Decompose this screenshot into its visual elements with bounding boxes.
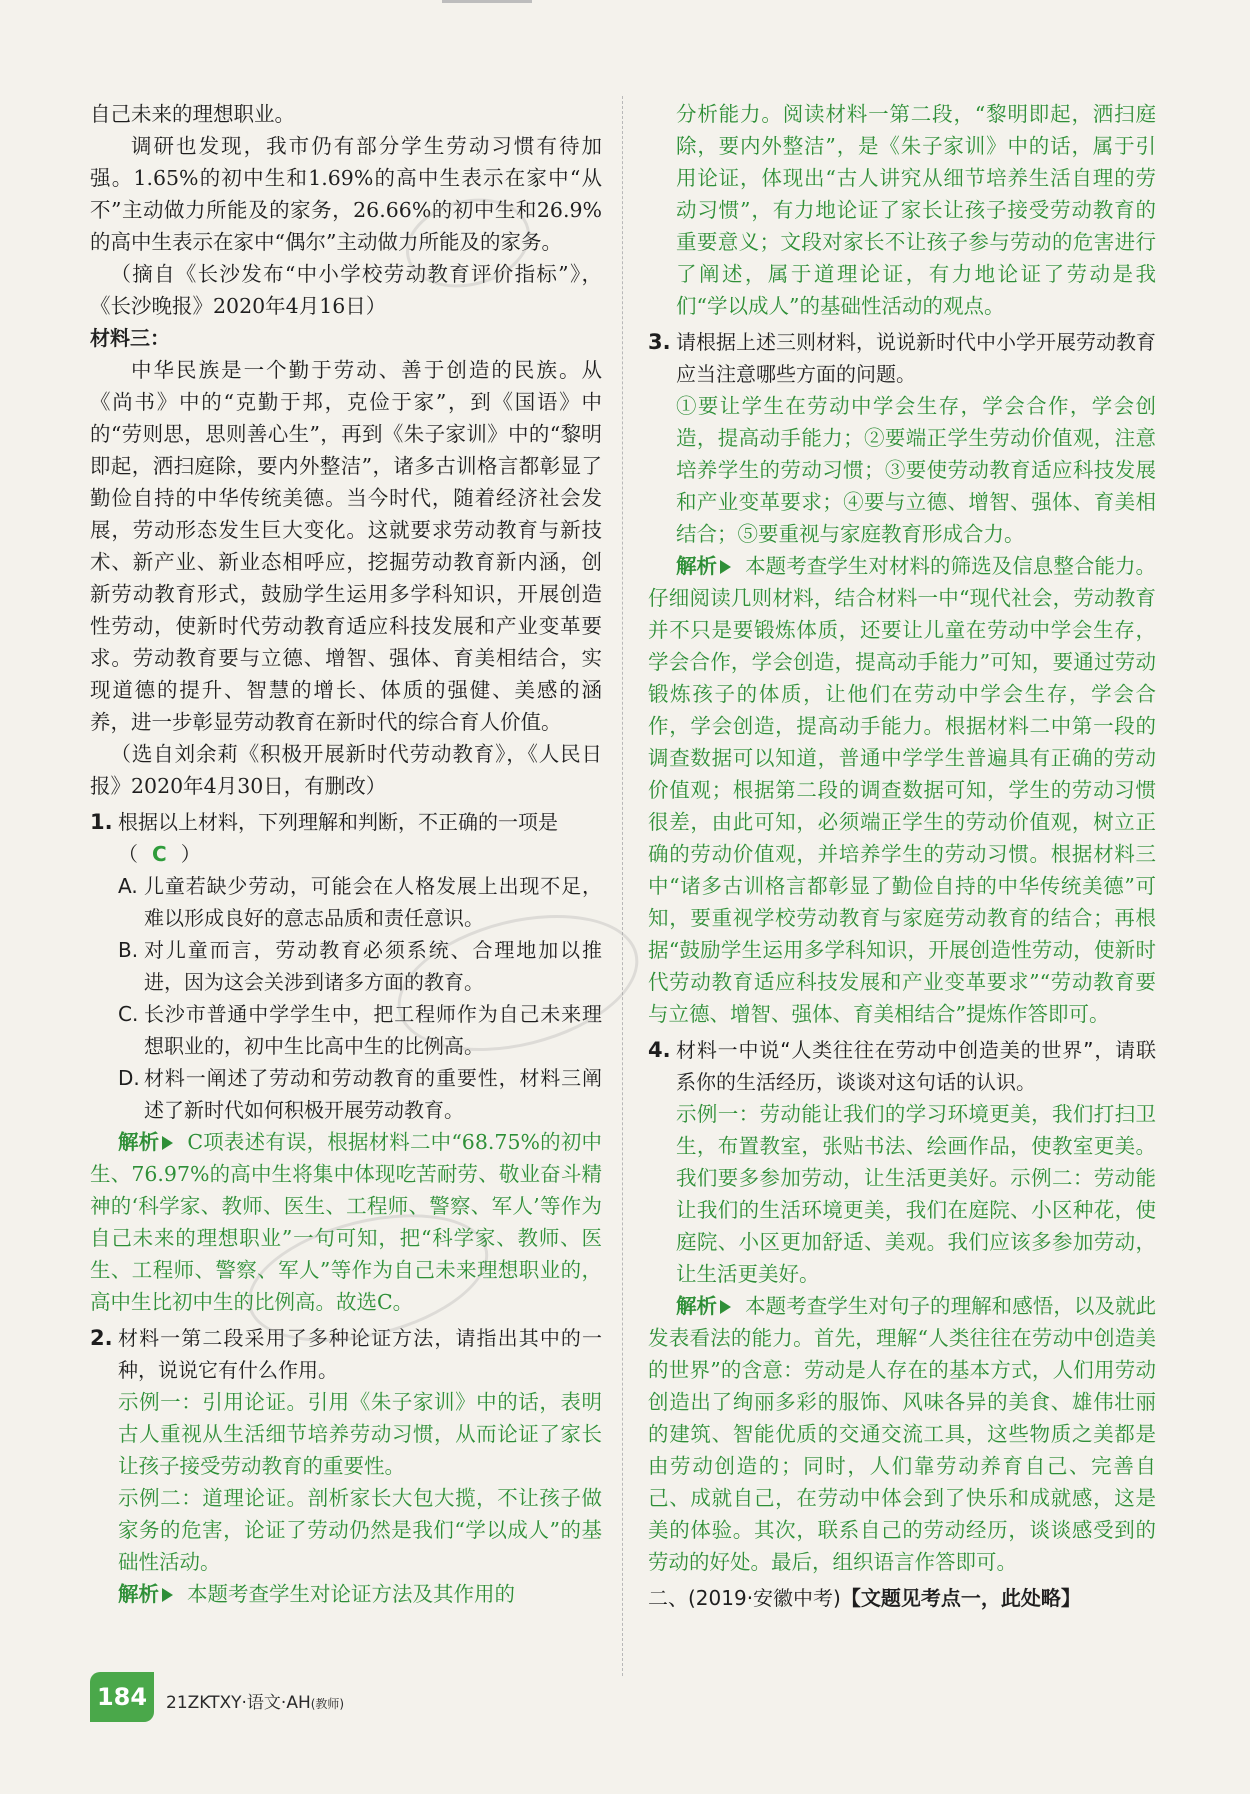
question-number: 1. (90, 810, 113, 834)
top-edge-mark (442, 0, 532, 3)
triangle-icon (162, 1136, 173, 1150)
option-a: A. 儿童若缺少劳动，可能会在人格发展上出现不足，难以形成良好的意志品质和责任意识。 (118, 874, 602, 930)
material-three-text: 中华民族是一个勤于劳动、善于创造的民族。从《尚书》中的“克勤于邦，克俭于家”，到《国语》中的“劳则思，思则善心生”，再到《朱子家训》中的“黎明即起，洒扫庭除，要内外整洁”，诸多古训格言都彰显了勤俭自持的中华传统美德。当今时代，随着经济社会发展，劳动形态发生巨大变化。这就要求劳动教育与新技术、新产业、新业态相呼应，挖掘劳动教育新内涵，创新劳动教育形式，鼓励学生运用多学科知识，开展创造性劳动，使新时代劳动教育适应科技发展和产业变革要求。劳动教育要与立德、增智、强体、育美相结合，实现道德的提升、智慧的增长、体质的强健、美感的涵养，进一步彰显劳动教育在新时代的综合育人价值。 (90, 358, 602, 734)
page-number-badge: 184 (90, 1672, 154, 1722)
book-code: 21ZKTXY·语文·AH(教师) (166, 1693, 345, 1713)
paragraph-survey: 调研也发现，我市仍有部分学生劳动习惯有待加强。1.65%的初中生和1.69%的高中生表示在家中“从不”主动做力所能及的家务，26.66%的初中生和26.9%的高中生表示在家中“偶尔”主动做力所能及的家务。 (90, 134, 602, 254)
source-citation-2: （摘自《长沙发布“中小学校劳动教育评价指标”》，《长沙晚报》2020年4月16日） (90, 262, 602, 318)
material-three-heading: 材料三： (90, 326, 170, 350)
analysis-1: 解析 C项表述有误，根据材料二中“68.75%的初中生、76.97%的高中生将集中体现吃苦耐劳、敬业奋斗精神的‘科学家、教师、医生、工程师、警察、军人’等作为自己未来的理想职业”一句可知，把“科学家、教师、医生、工程师、警察、军人”等作为自己未来理想职业的，高中生比初中生的比例高。故选C。 (90, 1130, 602, 1314)
question-number: 3. (648, 330, 671, 354)
analysis-label: 解析 (676, 1294, 731, 1318)
sample-2: 示例二：道理论证。剖析家长大包大揽，不让孩子做家务的危害，论证了劳动仍然是我们“学以成人”的基础性活动。 (118, 1486, 602, 1574)
triangle-icon (162, 1588, 173, 1602)
source-citation-3: （选自刘余莉《积极开展新时代劳动教育》，《人民日报》2020年4月30日，有删改） (90, 742, 602, 798)
answer-3: ①要让学生在劳动中学会生存，学会合作，学会创造，提高动手能力；②要端正学生劳动价值观，注意培养学生的劳动习惯；③要使劳动教育适应科技发展和产业变革要求；④要与立德、增智、强体、育美相结合；⑤要重视与家庭教育形成合力。 (676, 394, 1156, 546)
analysis-label: 解析 (676, 554, 731, 578)
section-two: 二、(2019·安徽中考)【文题见考点一，此处略】 (648, 1586, 1081, 1610)
question-text: 根据以上材料，下列理解和判断，不正确的一项是 （ C ） (118, 810, 558, 866)
analysis-4: 解析 本题考查学生对句子的理解和感悟，以及就此发表看法的能力。首先，理解“人类往往在劳动中创造美的世界”的含意：劳动是人存在的基本方式，人们用劳动创造出了绚丽多彩的服饰、风味各异的美食、雄伟壮丽的建筑、智能优质的交通交流工具，这些物质之美都是由劳动创造的；同时，人们靠劳动养育自己、完善自己、成就自己，在劳动中体会到了快乐和成就感，这是美的体验。其次，联系自己的劳动经历，谈谈感受到的劳动的好处。最后，组织语言作答即可。 (648, 1294, 1157, 1574)
question-text: 材料一中说“人类往往在劳动中创造美的世界”，请联系你的生活经历，谈谈对这句话的认识。 (676, 1038, 1156, 1094)
left-column (90, 98, 602, 1610)
analysis-label: 解析 (118, 1582, 173, 1606)
answer-samples-2 (90, 1386, 602, 1578)
option-d: D. 材料一阐述了劳动和劳动教育的重要性，材料三阐述了新时代如何积极开展劳动教育。 (118, 1066, 602, 1122)
analysis-2-continued: 分析能力。阅读材料一第二段，“黎明即起，洒扫庭除，要内外整洁”，是《朱子家训》中的话，属于引用论证，体现出“古人讲究从细节培养生活自理的劳动习惯”，有力地论证了家长让孩子接受劳动教育的重要意义；文段对家长不让孩子参与劳动的危害进行了阐述，属于道理论证，有力地论证了劳动是我们“学以成人”的基础性活动的观点。 (676, 102, 1156, 318)
paragraph-continued: 自己未来的理想职业。 (90, 102, 295, 126)
question-text: 材料一第二段采用了多种论证方法，请指出其中的一种，说说它有什么作用。 (118, 1326, 602, 1382)
question-text: 请根据上述三则材料，说说新时代中小学开展劳动教育应当注意哪些方面的问题。 (676, 330, 1156, 386)
question-3 (648, 326, 1156, 390)
answer-4: 示例一：劳动能让我们的学习环境更美，我们打扫卫生，布置教室，张贴书法、绘画作品，使教室更美。我们要多参加劳动，让生活更美好。示例二：劳动能让我们的生活环境更美，我们在庭院、小区种花，使庭院、小区更加舒适、美观。我们应该多参加劳动，让生活更美好。 (676, 1102, 1156, 1286)
question-1 (90, 806, 602, 870)
analysis-label: 解析 (118, 1130, 173, 1154)
right-column (648, 98, 1156, 1614)
question-4 (648, 1034, 1156, 1098)
analysis-3: 解析 本题考查学生对材料的筛选及信息整合能力。仔细阅读几则材料，结合材料一中“现代社会，劳动教育并不只是要锻炼体质，还要让儿童在劳动中学会生存，学会合作，学会创造，提高动手能力”可知，要通过劳动锻炼孩子的体质，让他们在劳动中学会生存，学会合作，学会创造，提高动手能力。根据材料二中第一段的调查数据可以知道，普通中学学生普遍具有正确的劳动价值观；根据第二段的调查数据可知，学生的劳动习惯很差，由此可知，必须端正学生的劳动价值观，树立正确的劳动价值观，并培养学生的劳动习惯。根据材料三中“诸多古训格言都彰显了勤俭自持的中华传统美德”可知，要重视学校劳动教育与家庭劳动教育的结合；再根据“鼓励学生运用多学科知识，开展创造性劳动，使新时代劳动教育适应科技发展和产业变革要求”“劳动教育要与立德、增智、强体、育美相结合”提炼作答即可。 (648, 554, 1157, 1026)
triangle-icon (720, 1300, 731, 1314)
analysis-2: 解析 本题考查学生对论证方法及其作用的 (118, 1582, 515, 1606)
answer-letter: C (152, 842, 167, 866)
triangle-icon (720, 560, 731, 574)
question-number: 4. (648, 1038, 671, 1062)
column-divider (622, 96, 623, 1676)
option-c: C. 长沙市普通中学学生中，把工程师作为自己未来理想职业的，初中生比高中生的比例高。 (118, 1002, 602, 1058)
question-number: 2. (90, 1326, 113, 1350)
sample-1: 示例一：引用论证。引用《朱子家训》中的话，表明古人重视从生活细节培养劳动习惯，从而论证了家长让孩子接受劳动教育的重要性。 (118, 1390, 602, 1478)
option-b: B. 对儿童而言，劳动教育必须系统、合理地加以推进，因为这会关涉到诸多方面的教育。 (118, 938, 602, 994)
